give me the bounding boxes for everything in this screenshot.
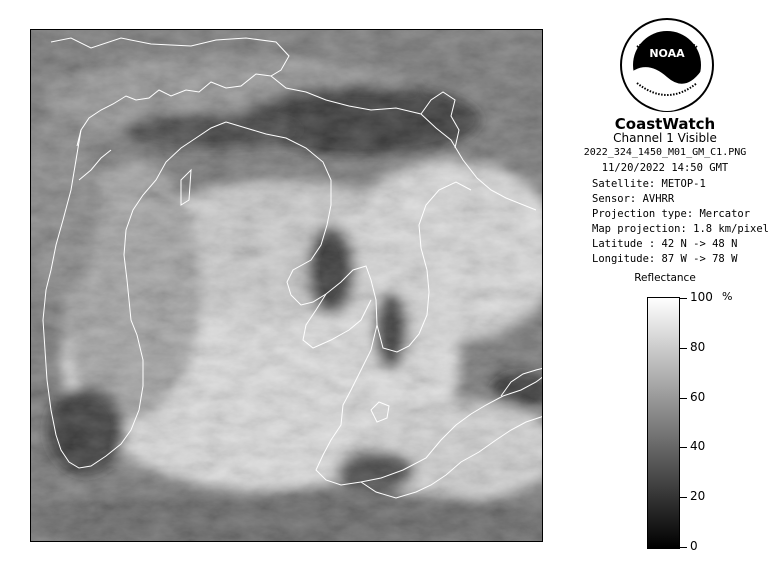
colorbar-tick-mark	[680, 547, 687, 548]
sensor-label: Sensor: AVHRR	[592, 193, 675, 205]
colorbar-tick-label: 40	[690, 439, 706, 454]
colorbar-tick-mark	[680, 398, 687, 399]
latitude-label: Latitude : 42 N -> 48 N	[592, 238, 738, 250]
satellite-image	[30, 29, 543, 542]
colorbar-tick-label: 100	[690, 290, 713, 304]
colorbar-tick-label: 80	[690, 339, 706, 354]
colorbar-tick-label: 20	[690, 489, 706, 504]
colorbar-tick-mark	[680, 447, 687, 448]
colorbar-tick-label: 0	[690, 539, 698, 553]
logo-text: NOAA	[649, 47, 685, 60]
datetime: 11/20/2022 14:50 GMT	[601, 162, 729, 174]
map-projection-label: Map projection: 1.8 km/pixel	[592, 223, 770, 235]
projection-type-label: Projection type: Mercator	[592, 208, 751, 220]
colorbar-title: Reflectance	[634, 272, 696, 284]
colorbar-tick-label: 60	[690, 389, 706, 404]
colorbar-tick-mark	[680, 298, 687, 299]
filename: 2022_324_1450_M01_GM_C1.PNG	[583, 147, 747, 158]
channel-label: Channel 1 Visible	[613, 131, 717, 145]
colorbar-tick-mark	[680, 497, 687, 498]
longitude-label: Longitude: 87 W -> 78 W	[592, 253, 738, 265]
colorbar-unit: %	[722, 290, 733, 303]
noaa-logo	[619, 17, 715, 113]
product-title: CoastWatch	[614, 115, 716, 133]
satellite-label: Satellite: METOP-1	[592, 178, 706, 190]
colorbar-tick-mark	[680, 348, 687, 349]
colorbar	[647, 297, 680, 549]
